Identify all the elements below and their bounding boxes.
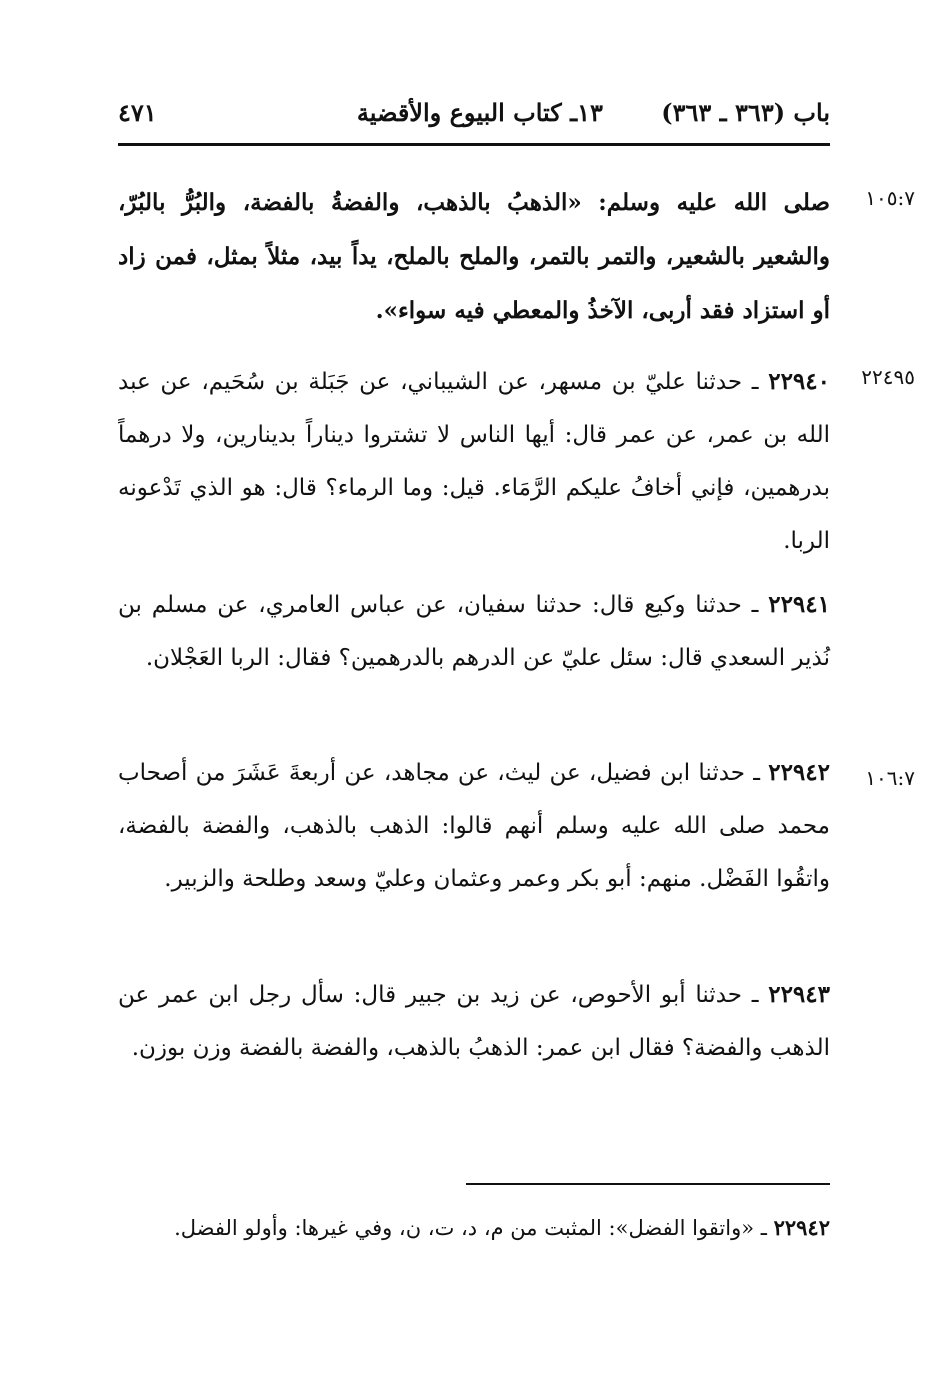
margin-reference: ٢٢٤٩٥	[861, 365, 915, 389]
footnote-rule	[466, 1183, 830, 1185]
hadith-text: صلى الله عليه وسلم: «الذهبُ بالذهب، والفضةُ بالفضة، والبُرُّ بالبُرّ، والشعير بالشعير، والتمر بالتمر، والملح بالملح، يداً بيد، مثلاً بمثل، فمن زاد أو استزاد فقد أربى، الآخذُ والمعطي فيه سواء».	[118, 189, 830, 324]
hadith-number: ٢٢٩٤١	[768, 591, 830, 618]
header-title-group	[357, 98, 830, 127]
hadith-block	[118, 968, 830, 1075]
hadith-block	[118, 355, 830, 568]
footnote	[118, 1204, 830, 1252]
margin-reference: ١٠٥:٧	[865, 186, 915, 210]
book-title: ١٣ـ كتاب البيوع والأقضية	[356, 98, 603, 127]
footnote-number: ٢٢٩٤٢	[773, 1215, 830, 1240]
margin-reference: ١٠٦:٧	[865, 766, 915, 790]
footnote-text: ـ «واتقوا الفضل»: المثبت من م، د، ت، ن، وفي غيرها: وأولو الفضل.	[174, 1216, 774, 1240]
page-number: ٤٧١	[118, 98, 157, 127]
hadith-number: ٢٢٩٤٢	[768, 759, 830, 786]
hadith-text: ـ حدثنا ابن فضيل، عن ليث، عن مجاهد، عن أربعةَ عَشَرَ من أصحاب محمد صلى الله عليه وسلم أنهم قالوا: الذهب بالذهب، والفضة بالفضة، واتقُوا الفَضْل. منهم: أبو بكر وعمر وعثمان وعليّ وسعد وطلحة والزبير.	[118, 760, 830, 892]
hadith-text: ـ حدثنا وكيع قال: حدثنا سفيان، عن عباس العامري، عن مسلم بن نُذير السعدي قال: سئل عليّ عن الدرهم بالدرهمين؟ فقال: الربا العَجْلان.	[118, 592, 830, 671]
hadith-text: ـ حدثنا عليّ بن مسهر، عن الشيباني، عن جَبَلة بن سُحَيم، عن عبد الله بن عمر، عن عمر قال: أيها الناس لا تشتروا ديناراً بدينارين، ولا درهماً بدرهمين، فإني أخافُ عليكم الرَّمَاء. قيل: وما الرماء؟ قال: هو الذي تَدْعونه الربا.	[118, 369, 830, 554]
chapter-reference: باب (٣٦٣ ـ ٣٦٣)	[661, 98, 830, 127]
running-header	[118, 92, 830, 142]
hadith-number: ٢٢٩٤٠	[768, 368, 830, 395]
hadith-block	[118, 578, 830, 685]
hadith-text: ـ حدثنا أبو الأحوص، عن زيد بن جبير قال: سأل رجل ابن عمر عن الذهب والفضة؟ فقال ابن عمر: الذهبُ بالذهب، والفضة بالفضة وزن بوزن.	[118, 982, 830, 1061]
hadith-number: ٢٢٩٤٣	[768, 981, 830, 1008]
header-rule	[118, 143, 830, 146]
hadith-block	[118, 746, 830, 906]
hadith-block-continuation	[118, 176, 830, 338]
